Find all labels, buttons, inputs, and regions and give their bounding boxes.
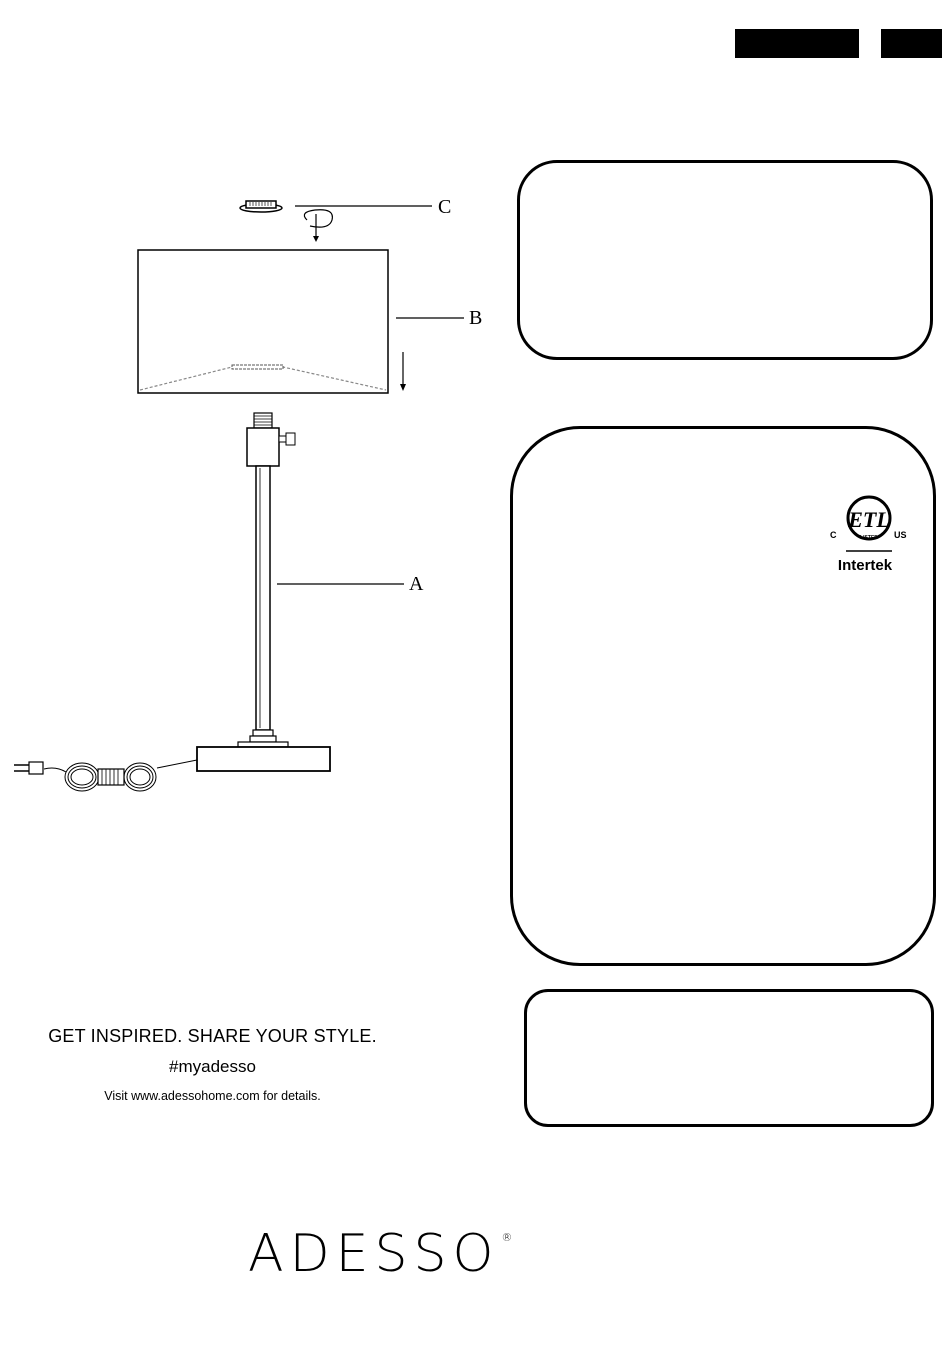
part-label-c: C [438,196,452,218]
part-label-b: B [469,307,483,329]
promo-headline: GET INSPIRED. SHARE YOUR STYLE. [48,1026,377,1046]
header-bar-right [881,29,942,58]
adesso-logo [248,1224,568,1294]
logo-text: ADESSO [248,1224,500,1284]
promo-hashtag: #myadesso [169,1057,256,1076]
etl-intertek-logo [822,490,912,574]
info-box-bottom [524,989,934,1127]
info-box-top [517,160,933,360]
lampshade-part-b [138,250,388,393]
finial-part-c [240,201,282,212]
down-arrow-icon [400,352,406,391]
part-label-a: A [409,573,424,595]
etl-text: ETL [848,507,890,532]
lamp-assembly-diagram [0,0,500,830]
etl-us-text: US [894,530,907,540]
etl-listed-text: LISTED [860,535,878,541]
lamp-base-part-a [197,413,330,771]
etl-mark-graphic [822,490,912,574]
power-cord-icon [14,760,197,791]
rotate-arrow-icon [304,210,332,242]
intertek-text: Intertek [837,557,893,574]
etl-c-text: C [830,530,837,540]
promo-details: Visit www.adessohome.com for details. [104,1089,321,1103]
header-bar-left [735,29,859,58]
registered-mark: ® [501,1231,513,1244]
